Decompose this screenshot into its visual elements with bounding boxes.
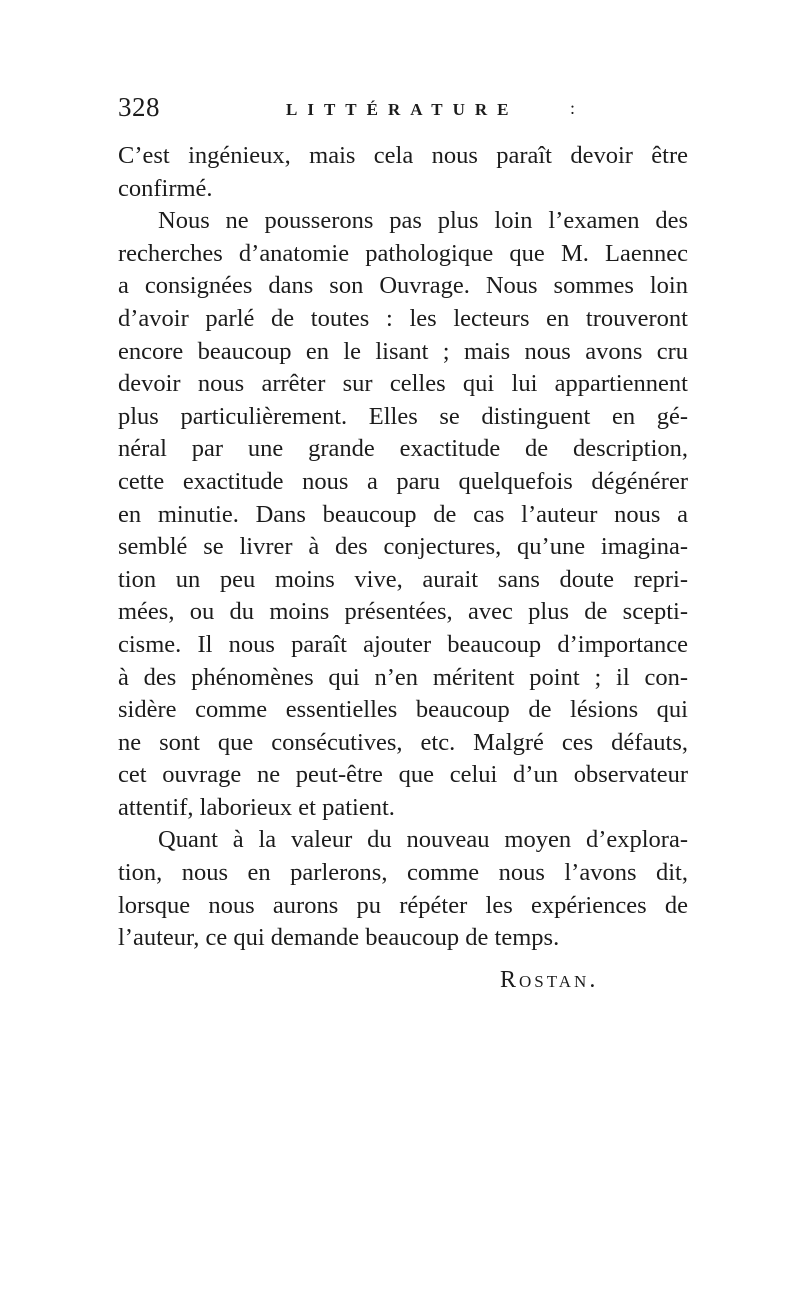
text-line: ne sont que consécutives, etc. Malgré ces défauts, [118, 728, 688, 756]
text-line: tion, nous en parlerons, comme nous l’avons dit, [118, 859, 688, 887]
text-line: l’auteur, ce qui demande beaucoup de temps. [118, 924, 560, 952]
text-line: devoir nous arrêter sur celles qui lui appartiennent [118, 370, 688, 398]
text-line: a consignées dans son Ouvrage. Nous sommes loin [118, 272, 688, 300]
text-line: plus particulièrement. Elles se distinguent en gé- [118, 402, 688, 430]
text-line: cisme. Il nous paraît ajouter beaucoup d’importance [118, 630, 688, 658]
text-line: encore beaucoup en le lisant ; mais nous avons cru [118, 337, 688, 365]
text-line: confirmé. [118, 174, 213, 202]
header-mark: : [570, 98, 576, 118]
running-head: LITTÉRATURE [286, 100, 519, 119]
text-line: néral par une grande exactitude de description, [118, 435, 688, 463]
text-line: lorsque nous aurons pu répéter les expériences de [118, 891, 688, 919]
text-line: à des phénomènes qui n’en méritent point ; il con- [118, 663, 688, 691]
body-text [118, 140, 688, 955]
text-line: recherches d’anatomie pathologique que M. Laennec [118, 239, 688, 267]
text-line: cet ouvrage ne peut-être que celui d’un observateur [118, 761, 688, 789]
text-line: cette exactitude nous a paru quelquefois dégénérer [118, 467, 688, 495]
text-line: Quant à la valeur du nouveau moyen d’explora- [158, 826, 688, 854]
text-line: tion un peu moins vive, aurait sans doute repri- [118, 565, 688, 593]
page-header [118, 92, 688, 132]
author-signature: Rostan. [500, 967, 599, 993]
text-line: d’avoir parlé de toutes : les lecteurs en trouveront [118, 304, 688, 332]
text-line: sidère comme essentielles beaucoup de lésions qui [118, 696, 688, 724]
page-number: 328 [118, 92, 160, 122]
text-line: C’est ingénieux, mais cela nous paraît devoir être [118, 142, 688, 169]
text-line: en minutie. Dans beaucoup de cas l’auteur nous a [118, 500, 688, 528]
text-line: attentif, laborieux et patient. [118, 793, 395, 821]
text-line: semblé se livrer à des conjectures, qu’une imagina- [118, 533, 688, 561]
text-line: mées, ou du moins présentées, avec plus de scepti- [118, 598, 688, 626]
text-line: Nous ne pousserons pas plus loin l’examen des [158, 207, 688, 235]
